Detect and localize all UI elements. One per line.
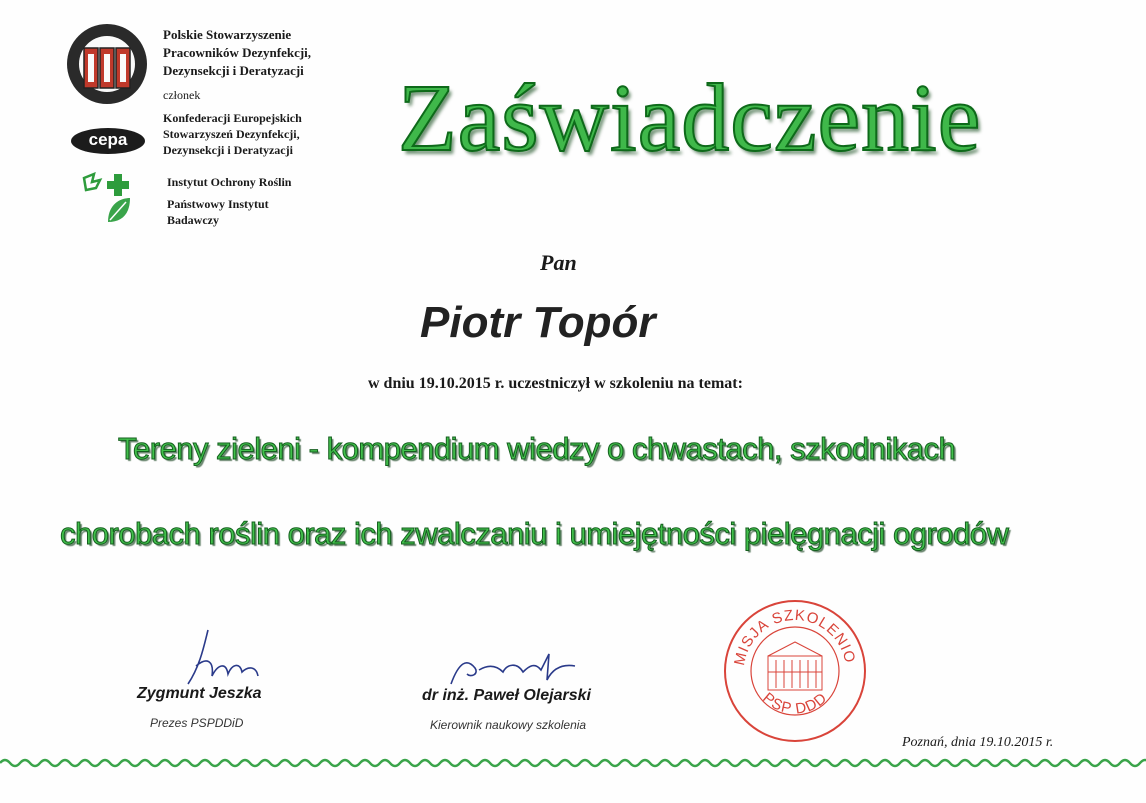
cepa-logo xyxy=(70,127,146,155)
institute-sub-line: Państwowy Instytut xyxy=(167,197,269,211)
signatory-name-1: Zygmunt Jeszka xyxy=(137,685,262,702)
signatory-role-2: Kierownik naukowy szkolenia xyxy=(430,718,587,732)
institute-name: Instytut Ochrony Roślin xyxy=(167,175,292,189)
confederation-line: Stowarzyszeń Dezynfekcji, xyxy=(163,127,300,141)
org-name-line: Dezynsekcji i Deratyzacji xyxy=(163,63,304,78)
org-name-line: Polskie Stowarzyszenie xyxy=(163,27,292,42)
certificate-title: Zaświadczenie xyxy=(398,64,982,171)
commission-stamp xyxy=(722,598,868,744)
signatory-role-1: Prezes PSPDDiD xyxy=(150,716,244,730)
date-line: w dniu 19.10.2015 r. uczestniczył w szkoleniu na temat: xyxy=(368,375,743,392)
place-date: Poznań, dnia 19.10.2015 r. xyxy=(902,735,1054,750)
signatory-name-2: dr inż. Paweł Olejarski xyxy=(422,687,591,704)
pspddd-logo xyxy=(64,18,150,114)
institute-sub-line: Badawczy xyxy=(167,213,219,227)
salutation: Pan xyxy=(540,250,577,275)
stamp-top-text: MISJA SZKOLENIO xyxy=(731,606,859,668)
topic-line-1: Tereny zieleni - kompendium wiedzy o chwastach, szkodnikach xyxy=(118,431,956,466)
ior-logo xyxy=(82,172,132,224)
recipient-name: Piotr Topór xyxy=(420,298,656,347)
org-name xyxy=(163,26,311,80)
stamp-bottom-text: PSP DDD xyxy=(759,689,831,718)
confederation-name xyxy=(163,110,302,158)
org-name-line: Pracowników Dezynfekcji, xyxy=(163,45,312,60)
confederation-line: Dezynsekcji i Deratyzacji xyxy=(163,143,293,157)
cepa-label: cepa xyxy=(88,130,128,149)
member-label: członek xyxy=(163,88,201,102)
confederation-line: Konfederacji Europejskich xyxy=(163,111,302,125)
topic-line-2: chorobach roślin oraz ich zwalczaniu i umiejętności pielęgnacji ogrodów xyxy=(60,516,1009,551)
institute-sub xyxy=(167,196,269,228)
bottom-border xyxy=(0,756,1146,770)
